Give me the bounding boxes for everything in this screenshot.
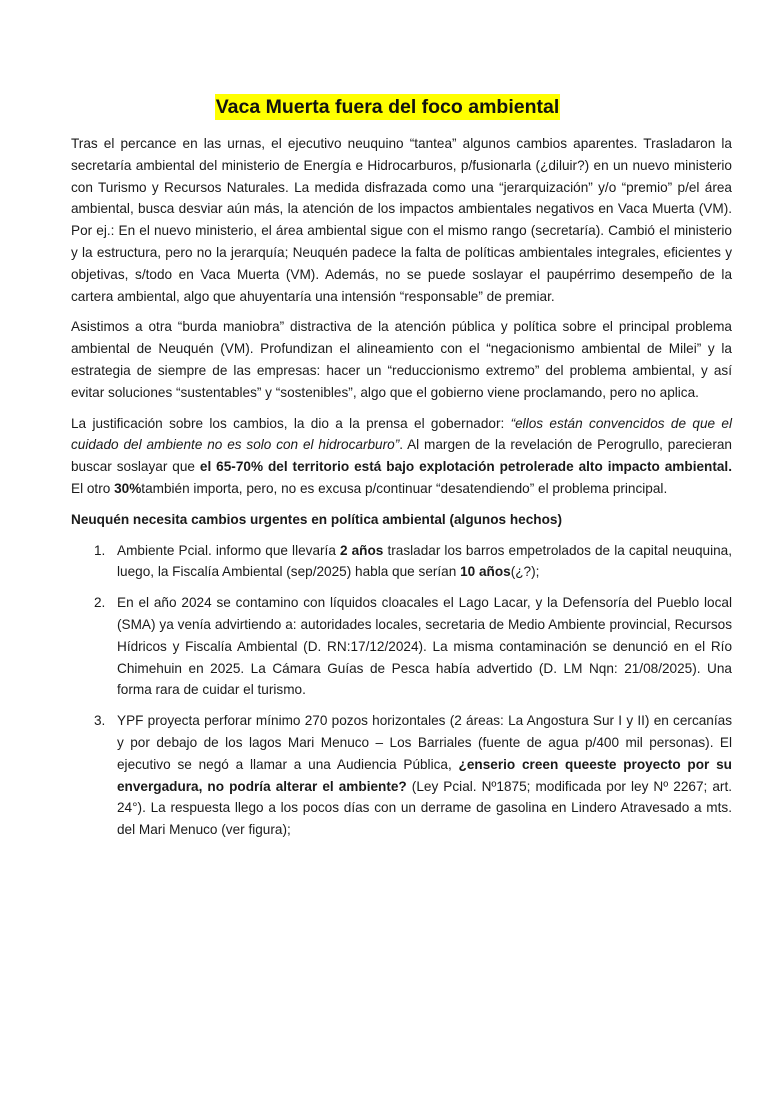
text-run: El otro: [71, 480, 115, 496]
bold-question: ¿enserio creen queeste proyecto por su envergadura, no podría alterar el ambiente?: [117, 756, 732, 794]
bold-duration: 2 años: [339, 542, 384, 558]
paragraph-maneuver: Asistimos a otra “burda maniobra” distractiva de la atención pública y política sobre el principal problema ambiental de Neuquén (VM). Profundizan el alineamiento con el “negacionismo ambiental de Milei” y la estrategia de siempre de las empresas: hacer un “reduccionismo extremo” del problema ambiental, y así evitar soluciones “sustentables” y “sostenibles”, algo que el gobierno viene proclamando, pero no aplica.: [71, 319, 732, 400]
text-run: En el año 2024 se contamino con líquidos cloacales el Lago Lacar, y la Defensoría del Pueblo local (SMA) ya venía advirtiendo a: autoridades locales, secretaria de Medio Ambiente provincial, Recursos Hídricos y Fiscalía Ambiental (D. RN:17/12/2024). La misma contaminación se denunció en el Río Chimehuin en 2025. La Cámara Guías de Pesca había advertido (D. LM Nqn: 21/08/2025). Una forma rara de cuidar el turismo.: [117, 595, 732, 698]
list-number: 1.: [94, 542, 106, 558]
paragraph-intro: Tras el percance en las urnas, el ejecutivo neuquino “tantea” algunos cambios aparentes. Trasladaron la secretaría ambiental del ministerio de Energía e Hidrocarburos, p/fusionarla (¿diluir?) en un nuevo ministerio con Turismo y Recursos Naturales. La medida disfrazada como una “jerarquización” y/o “premio” p/el área ambiental, busca desviar aún más, la atención de los impactos ambientales negativos en Vaca Muerta (VM). Por ej.: En el nuevo ministerio, el área ambiental sigue con el mismo rango (secretaría). Cambió el ministerio y la estructura, pero no la jerarquía; Neuquén padece la falta de políticas ambientales integrales, eficientes y objetivas, s/todo en Vaca Muerta (VM). Además, no se puede soslayar el paupérrimo desempeño de la cartera ambiental, algo que ahuyentaría una intensión “responsable” de premiar.: [71, 136, 732, 304]
text-run: YPF proyecta perforar mínimo 270 pozos horizontales (2 áreas: La Angostura Sur I y II) en cercanías y por debajo de los lagos Mari Menuco – Los Barriales (fuente de agua p/400 mil personas). El ejecutivo se negó a llamar a una Audiencia Pública,: [117, 713, 732, 772]
paragraph-justification: [71, 413, 732, 500]
facts-list: [71, 540, 732, 841]
bold-percent: 30%: [114, 480, 142, 496]
text-run: Ambiente Pcial. informo que llevaría: [117, 542, 340, 558]
title-container: [0, 94, 775, 120]
text-run: (Ley Pcial. Nº1875; modificada por ley Nº 2267; art. 24°). La respuesta llego a los pocos días con un derrame de gasolina en Lindero Atravesado a mts. del Mari Menuco (ver figura);: [117, 778, 732, 838]
list-number: 3.: [94, 713, 106, 729]
text-run: (¿?);: [510, 564, 540, 580]
list-item: [71, 540, 732, 584]
text-run: trasladar los barros empetrolados de la capital neuquina, luego, la Fiscalía Ambiental (sep/2025) habla que serían: [117, 542, 732, 580]
governor-quote: “ellos están convencidos de que el cuidado del ambiente no es solo con el hidrocarburo”: [71, 415, 732, 453]
text-run: La justificación sobre los cambios, la dio a la prensa el gobernador:: [71, 415, 511, 431]
bold-territory-fact: el 65-70% del territorio está bajo explotación petrolerade alto impacto ambiental.: [199, 459, 732, 475]
list-item: [71, 710, 732, 841]
document-body: [71, 133, 732, 850]
text-run: . Al margen de la revelación de Perogrullo, parecieran buscar soslayar que: [71, 437, 732, 475]
document-title: Vaca Muerta fuera del foco ambiental: [215, 96, 560, 118]
text-run: también importa, pero, no es excusa p/continuar “desatendiendo” el problema principal.: [141, 480, 668, 496]
bold-duration: 10 años: [460, 564, 511, 580]
section-heading: Neuquén necesita cambios urgentes en política ambiental (algunos hechos): [71, 511, 562, 527]
list-number: 2.: [94, 595, 106, 611]
list-item: [71, 592, 732, 701]
